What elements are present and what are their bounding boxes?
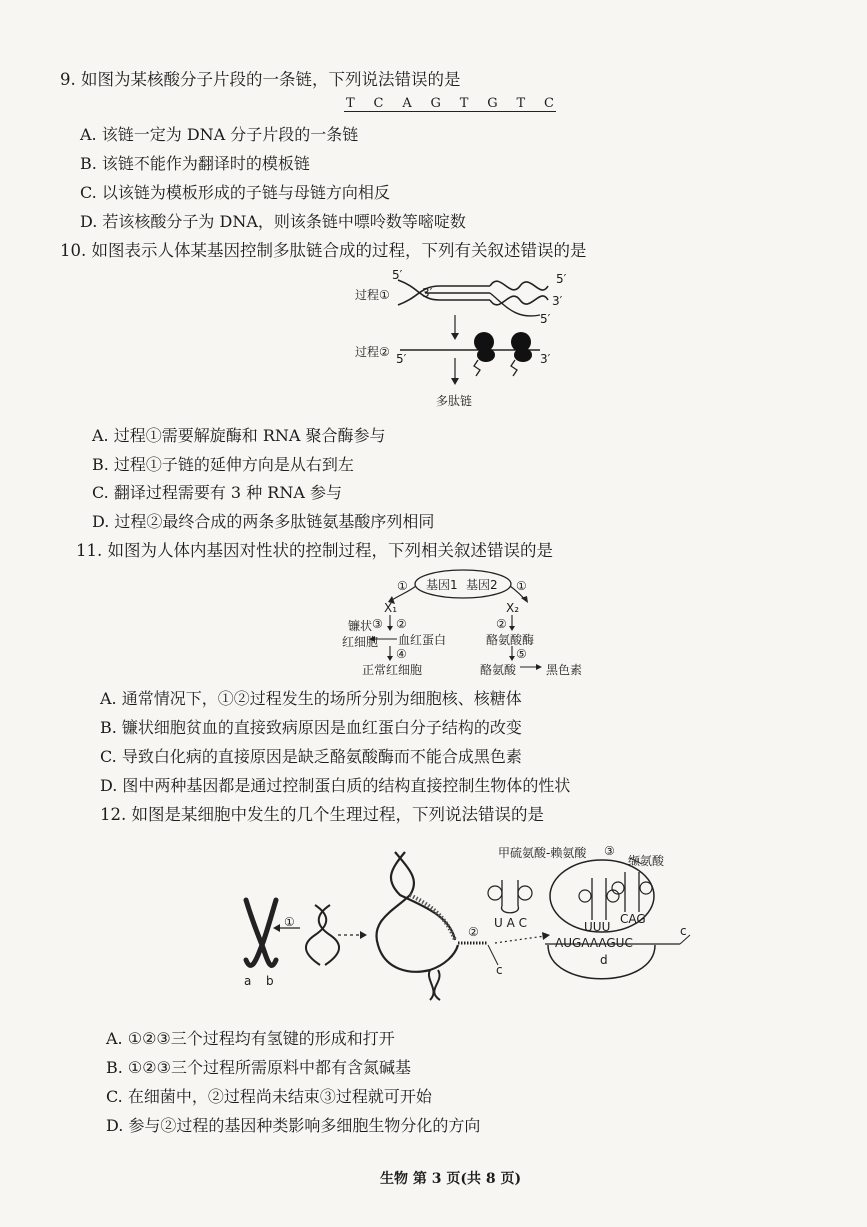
q10-label-3prime-left: 3′ bbox=[422, 286, 433, 300]
q12-aa-label: 甲硫氨酸-赖氨酸 bbox=[498, 846, 587, 860]
q11-option-a: A. 通常情况下，①②过程发生的场所分别为细胞核、核糖体 bbox=[100, 689, 522, 708]
q12-step2: ② bbox=[468, 925, 479, 939]
q11-step2-left: ② bbox=[396, 617, 407, 631]
q12-option-d: D. 参与②过程的基因种类影响多细胞生物分化的方向 bbox=[106, 1116, 481, 1135]
q10-option-b: B. 过程①子链的延伸方向是从右到左 bbox=[92, 455, 354, 474]
q9-option-d: D. 若该核酸分子为 DNA，则该条链中嘌呤数等嘧啶数 bbox=[80, 212, 466, 231]
page-footer: 生物 第 3 页(共 8 页) bbox=[380, 1171, 522, 1187]
q11-x1: X₁ bbox=[384, 601, 398, 615]
q11-sickle-label-1: 镰状 bbox=[348, 619, 373, 633]
q11-tyrosinase: 酪氨酸酶 bbox=[486, 633, 535, 647]
q12-option-c: C. 在细菌中，②过程尚未结束③过程就可开始 bbox=[106, 1087, 432, 1106]
q11-melanin: 黑色素 bbox=[546, 663, 583, 677]
q10-label-3prime-mrna: 3′ bbox=[540, 352, 551, 366]
q12-step3: ③ bbox=[604, 844, 615, 858]
q11-gene2: 基因2 bbox=[466, 578, 498, 592]
q11-option-b: B. 镰状细胞贫血的直接致病原因是血红蛋白分子结构的改变 bbox=[100, 718, 522, 737]
q11-x2: X₂ bbox=[506, 601, 520, 615]
q11-tyrosine: 酪氨酸 bbox=[480, 663, 517, 677]
q12-option-a: A. ①②③三个过程均有氢键的形成和打开 bbox=[106, 1029, 395, 1048]
q12-step1: ① bbox=[284, 915, 295, 929]
seq-base: A bbox=[402, 96, 412, 111]
q11-gene1: 基因1 bbox=[426, 578, 458, 592]
q10-label-5prime-mid: 5′ bbox=[540, 312, 551, 326]
q11-normal-rbc: 正常红细胞 bbox=[362, 663, 423, 677]
q10-label-5prime-top: 5′ bbox=[392, 268, 403, 282]
q12-anticodon-free: U A C bbox=[494, 916, 527, 930]
q11-hemoglobin: 血红蛋白 bbox=[398, 633, 447, 647]
q9-option-b: B. 该链不能作为翻译时的模板链 bbox=[80, 154, 310, 173]
q9-option-c: C. 以该链为模板形成的子链与母链方向相反 bbox=[80, 183, 390, 202]
q10-option-d: D. 过程②最终合成的两条多肽链氨基酸序列相同 bbox=[92, 512, 435, 531]
q12-anticodon-cag: CAG bbox=[620, 912, 646, 926]
q11-step1-left: ① bbox=[397, 579, 408, 593]
q10-label-5prime-mrna: 5′ bbox=[396, 352, 407, 366]
seq-base: T bbox=[516, 96, 526, 111]
seq-base: G bbox=[430, 96, 441, 111]
q12-anticodon-uuu: UUU bbox=[584, 920, 611, 934]
q10-option-a: A. 过程①需要解旋酶和 RNA 聚合酶参与 bbox=[92, 426, 386, 445]
q11-step4: ④ bbox=[396, 647, 407, 661]
q12-valine: 缬氨酸 bbox=[628, 854, 665, 868]
q11-step1-right: ① bbox=[516, 579, 527, 593]
q12-label-a: a bbox=[244, 974, 252, 988]
q11-option-d: D. 图中两种基因都是通过控制蛋白质的结构直接控制生物体的性状 bbox=[100, 776, 571, 795]
q9-option-a: A. 该链一定为 DNA 分子片段的一条链 bbox=[80, 125, 359, 144]
seq-base: T bbox=[346, 96, 355, 111]
q12-label-c-right: c bbox=[680, 924, 687, 938]
q12-label-b: b bbox=[266, 974, 274, 988]
seq-base: G bbox=[487, 96, 498, 111]
q12-label-d: d bbox=[600, 953, 608, 967]
q12-option-b: B. ①②③三个过程所需原料中都有含氮碱基 bbox=[106, 1058, 411, 1077]
seq-base: C bbox=[544, 96, 554, 111]
q11-stem: 11. 如图为人体内基因对性状的控制过程，下列相关叙述错误的是 bbox=[76, 541, 553, 560]
q11-step3: ③ bbox=[372, 617, 383, 631]
q10-label-process2: 过程② bbox=[355, 345, 390, 359]
q12-stem: 12. 如图是某细胞中发生的几个生理过程，下列说法错误的是 bbox=[100, 805, 544, 824]
seq-base: C bbox=[373, 96, 384, 111]
q10-label-process1: 过程① bbox=[355, 288, 390, 302]
q11-step5: ⑤ bbox=[516, 647, 527, 661]
q10-option-c: C. 翻译过程需要有 3 种 RNA 参与 bbox=[92, 483, 342, 502]
q12-label-c-left: c bbox=[496, 963, 503, 977]
q12-mrna-sequence: AUGAAAGUC bbox=[555, 936, 633, 950]
seq-base: T bbox=[459, 96, 469, 111]
q9-stem: 9. 如图为某核酸分子片段的一条链，下列说法错误的是 bbox=[60, 70, 461, 89]
q11-step2-right: ② bbox=[496, 617, 507, 631]
q10-label-polypeptide: 多肽链 bbox=[436, 394, 473, 408]
q11-sickle-label-2: 红细胞 bbox=[342, 635, 379, 649]
q10-label-5prime-right: 5′ bbox=[556, 272, 567, 286]
q10-stem: 10. 如图表示人体某基因控制多肽链合成的过程，下列有关叙述错误的是 bbox=[60, 241, 587, 260]
q11-option-c: C. 导致白化病的直接原因是缺乏酪氨酸酶而不能合成黑色素 bbox=[100, 747, 522, 766]
q10-label-3prime-right: 3′ bbox=[552, 294, 563, 308]
